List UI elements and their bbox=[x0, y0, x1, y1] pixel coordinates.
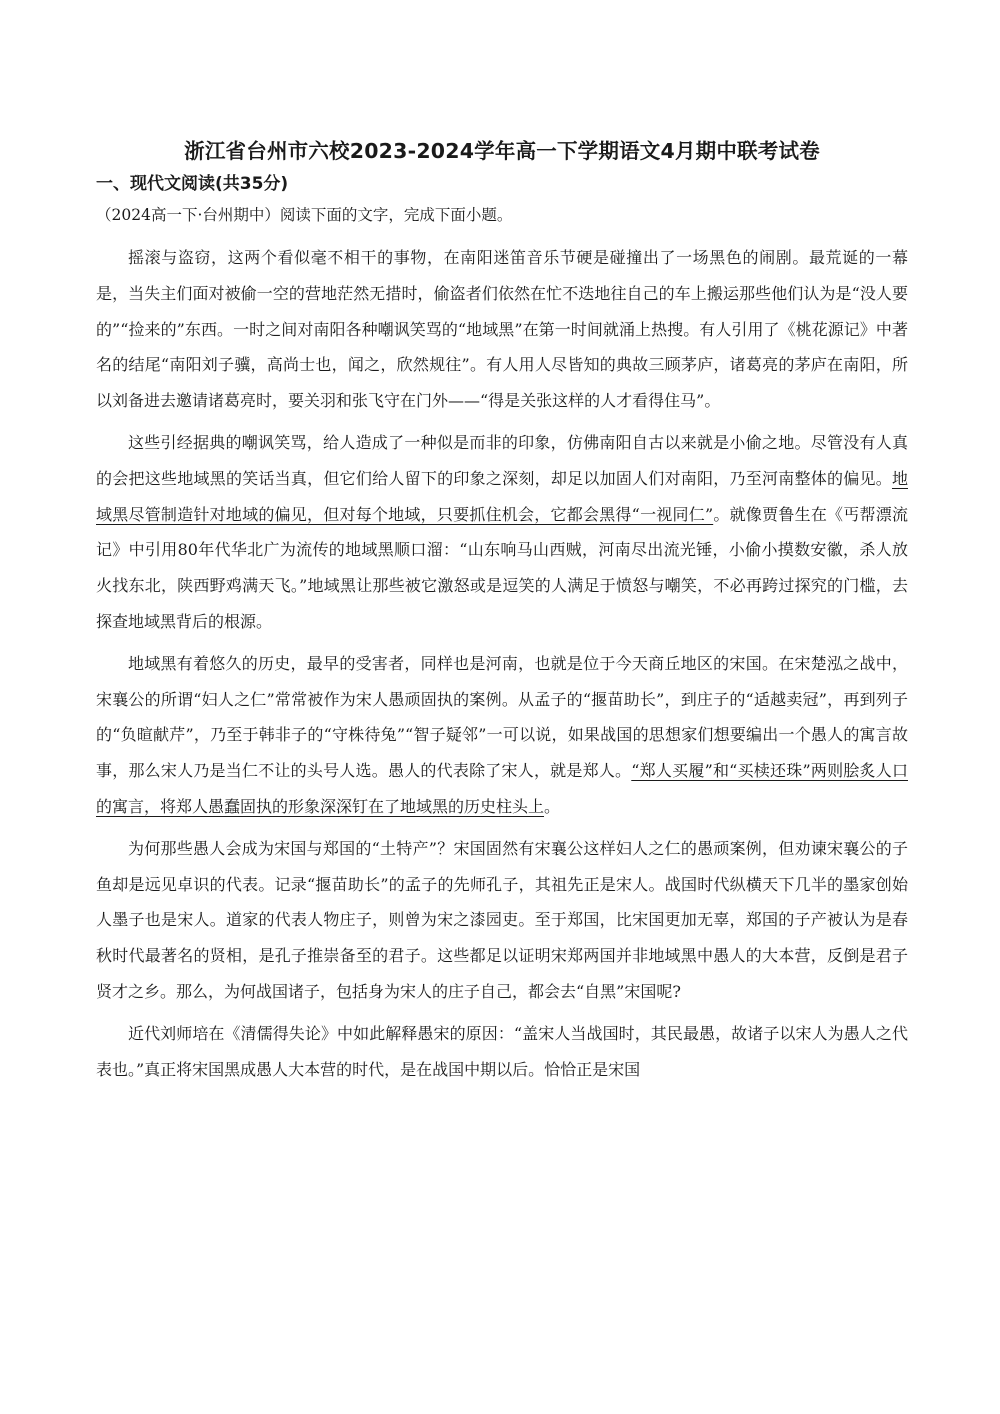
section-heading: 一、现代文阅读(共35分) bbox=[96, 174, 289, 194]
paragraph-3-text-after: 。 bbox=[544, 796, 561, 816]
paragraph-3-text-before: 地域黑有着悠久的历史，最早的受害者，同样也是河南，也就是位于今天商丘地区的宋国。在宋楚泓之战中，宋襄公的所谓“妇人之仁”常常被作为宋人愚顽固执的案例。从孟子的“揠苗助长”，到庄子的“适越卖冠”，再到列子的“负暄献芹”，乃至于韩非子的“守株待兔”“智子疑邻”一可以说，如果战国的思想家们想要编出一个愚人的寓言故事，那么宋人乃是当仁不让的头号人选。愚人的代表除了宋人，就是郑人。 bbox=[96, 653, 908, 781]
passage-paragraph-1: 摇滚与盗窃，这两个看似毫不相干的事物，在南阳迷笛音乐节硬是碰撞出了一场黑色的闹剧。最荒诞的一幕是，当失主们面对被偷一空的营地茫然无措时，偷盗者们依然在忙不迭地往自己的车上搬运那些他们认为是“没人要的”“捡来的”东西。一时之间对南阳各种嘲讽笑骂的“地域黑”在第一时间就涌上热搜。有人引用了《桃花源记》中著名的结尾“南阳刘子骥，高尚士也，闻之，欣然规往”。有人用人尽皆知的典故三顾茅庐，诸葛亮的茅庐在南阳，所以刘备进去邀请诸葛亮时，要关羽和张飞守在门外——“得是关张这样的人才看得住马”。 bbox=[96, 248, 908, 411]
paragraph-2-text-before: 这些引经据典的嘲讽笑骂，给人造成了一种似是而非的印象，仿佛南阳自古以来就是小偷之地。尽管没有人真的会把这些地域黑的笑话当真，但它们给人留下的印象之深刻，却足以加固人们对南阳，乃至河南整体的偏见。 bbox=[96, 432, 908, 488]
underlined-sentence-1: 地域黑尽管制造针对地域的偏见，但对每个地域，只要抓住机会，它都会黑得“一视同仁” bbox=[96, 468, 908, 524]
question-source-line: （2024高一下·台州期中）阅读下面的文字，完成下面小题。 bbox=[96, 206, 513, 224]
exam-title: 浙江省台州市六校2023-2024学年高一下学期语文4月期中联考试卷 bbox=[184, 139, 820, 163]
paragraph-2-text-after: 。就像贾鲁生在《丐帮漂流记》中引用80年代华北广为流传的地域黑顺口溜：“山东响马山西贼，河南尽出流光锤，小偷小摸数安徽，杀人放火找东北，陕西野鸡满天飞。”地域黑让那些被它激怒或是逗笑的人满足于愤怒与嘲笑，不必再跨过探究的门槛，去探查地域黑背后的根源。 bbox=[96, 504, 908, 631]
underlined-sentence-2: “郑人买履”和“买椟还珠”两则脍炙人口的寓言，将郑人愚蠢固执的形象深深钉在了地域黑的历史柱头上 bbox=[96, 761, 908, 816]
passage-paragraph-2 bbox=[96, 425, 908, 640]
passage-paragraph-4: 为何那些愚人会成为宋国与郑国的“土特产”？宋国固然有宋襄公这样妇人之仁的愚顽案例，但劝谏宋襄公的子鱼却是远见卓识的代表。记录“揠苗助长”的孟子的先师孔子，其祖先正是宋人。战国时代纵横天下几半的墨家创始人墨子也是宋人。道家的代表人物庄子，则曾为宋之漆园吏。至于郑国，比宋国更加无辜，郑国的子产被认为是春秋时代最著名的贤相，是孔子推崇备至的君子。这些都足以证明宋郑两国并非地域黑中愚人的大本营，反倒是君子贤才之乡。那么，为何战国诸子，包括身为宋人的庄子自己，都会去“自黑”宋国呢? bbox=[96, 838, 908, 1001]
passage-paragraph-3 bbox=[96, 646, 908, 825]
passage-paragraph-5: 近代刘师培在《清儒得失论》中如此解释愚宋的原因：“盖宋人当战国时，其民最愚，故诸子以宋人为愚人之代表也。”真正将宋国黑成愚人大本营的时代，是在战国中期以后。恰恰正是宋国 bbox=[96, 1023, 908, 1079]
